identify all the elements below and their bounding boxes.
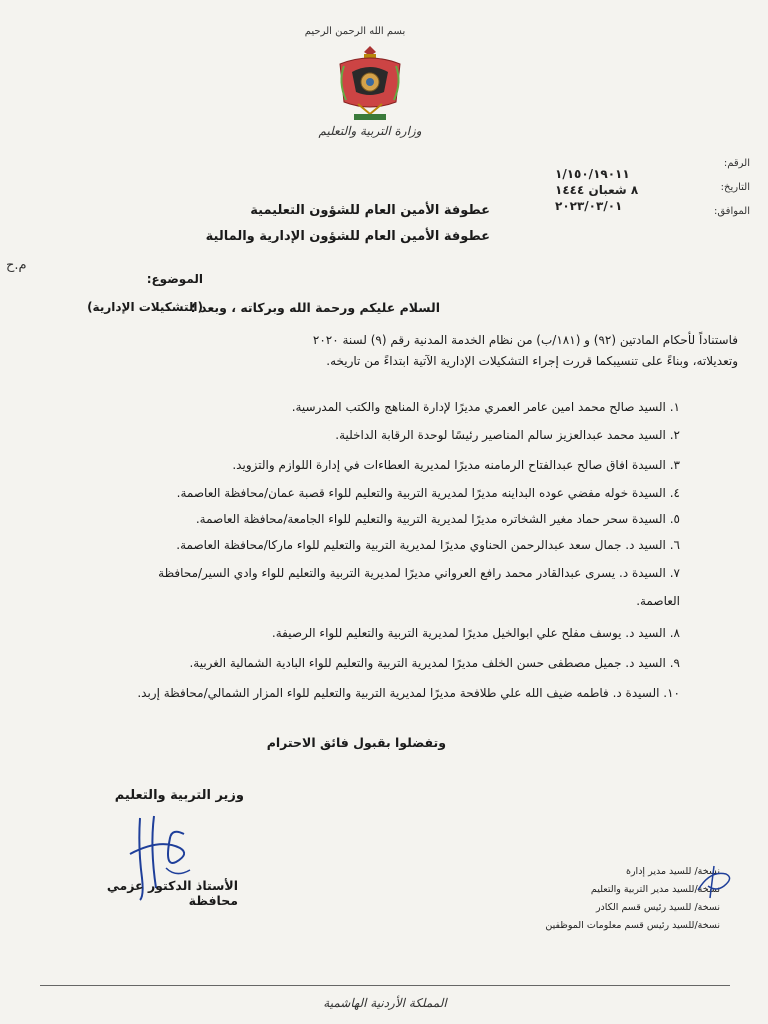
list-text: السيدة د. فاطمه ضيف الله علي طلافحة مديرًا لمديرية التربية والتعليم للواء المزار الشمالي/محافظة إربد. [137,686,660,700]
list-item [60,538,680,552]
list-text: السيدة د. يسرى عبدالقادر محمد رافع العرواني مديرًا لمديرية التربية والتعليم للواء وادي السير/محافظة [158,566,666,580]
list-item [60,486,680,500]
list-item [60,512,680,526]
gregorian-date: ٢٠٢٣/٠٣/٠١ [555,199,623,213]
list-text: السيد د. جمال سعد عبدالرحمن الحناوي مديرًا لمديرية التربية والتعليم للواء ماركا/محافظة العاصمة. [176,538,666,552]
list-number: ٧. [669,566,680,580]
subject-label: الموضوع: [146,272,203,286]
side-mark: م.ح [6,258,27,273]
ministry-logo: وزارة التربية والتعليم [318,124,422,138]
list-item [60,656,680,670]
list-number: ٣. [669,458,680,472]
subject-value: (التشكيلات الإدارية) [87,300,203,314]
list-text: السيدة سحر حماد مغير الشخاتره مديرًا لمديرية التربية والتعليم للواء الجامعة/محافظة العاصمة. [195,512,666,526]
jordan-coat-of-arms-icon [330,42,410,124]
list-number: ١. [669,400,680,414]
list-number: ٦. [669,538,680,552]
addressee-1: عطوفة الأمين العام للشؤون التعليمية [250,203,490,218]
list-item [60,626,680,640]
list-text: السيد د. يوسف مفلح علي ابوالخيل مديرًا لمديرية التربية والتعليم للواء الرصيفة. [271,626,666,640]
list-number: ٤. [669,486,680,500]
list-text: السيد محمد عبدالعزيز سالم المناصير رئيسًا لوحدة الرقابة الداخلية. [335,428,666,442]
list-item-continuation [60,594,680,608]
list-number: ٢. [669,428,680,442]
list-text: السيدة افاق صالح عبدالفتاح الرمامنه مديرًا لمديرية العطاءات في إدارة اللوازم والتزويد. [232,458,666,472]
hijri-date: ٨ شعبان ١٤٤٤ [555,183,639,197]
initials-signature-icon [690,860,740,900]
greeting: السلام عليكم ورحمة الله وبركاته ، وبعد ؛ [190,300,440,315]
copy-line: نسخة/ للسيد مدير إدارة [625,866,720,877]
list-number: ٥. [669,512,680,526]
minister-title: وزير التربية والتعليم [114,788,244,803]
copy-line: نسخة/للسيد مدير التربية والتعليم [590,884,720,895]
reference-values [555,166,655,214]
body-line-2: وتعديلاته، وبناءً على تنسيبكما قررت إجراء التشكيلات الإدارية الآتية ابتداءً من تاريخه. [326,354,738,368]
footer-text: المملكة الأردنية الهاشمية [323,996,447,1010]
basmala: بسم الله الرحمن الرحيم [304,26,406,37]
reference-number: ١/١٥٠/١٩٠١١ [555,167,630,181]
copy-line: نسخة/للسيد رئيس قسم معلومات الموظفين [545,920,720,931]
list-item [60,400,680,414]
list-text: السيد د. جميل مصطفى حسن الخلف مديرًا لمديرية التربية والتعليم للواء البادية الشمالية الغربية. [189,656,666,670]
minister-name: الأستاذ الدكتور عزمي محافظة [106,878,238,908]
list-number: ٨. [669,626,680,640]
list-text: السيد صالح محمد امين عامر العمري مديرًا لإدارة المناهج والكتب المدرسية. [291,400,666,414]
list-item [60,686,680,700]
body-line-1: فاستناداً لأحكام المادتين (٩٢) و (١٨١/ب) من نظام الخدمة المدنية رقم (٩) لسنة ٢٠٢٠ [312,333,738,347]
corresponding-label: الموافق: [713,206,750,217]
list-number: ٩. [669,656,680,670]
number-label: الرقم: [723,158,750,169]
list-number: ١٠. [663,686,680,700]
copy-line: نسخة/ للسيد رئيس قسم الكادر [595,902,720,913]
closing-phrase: وتفضلوا بقبول فائق الاحترام [266,735,446,750]
list-item [60,428,680,442]
reference-labels [650,152,750,224]
footer-divider [40,985,730,986]
addressee-2: عطوفة الأمين العام للشؤون الإدارية والمالية [205,229,490,244]
list-item [60,566,680,580]
list-item [60,458,680,472]
date-label: التاريخ: [720,182,750,193]
list-text: العاصمة. [636,594,680,608]
list-text: السيدة خوله مفضي عوده البداينه مديرًا لمديرية التربية والتعليم للواء قصبة عمان/محافظة العاصمة. [176,486,666,500]
